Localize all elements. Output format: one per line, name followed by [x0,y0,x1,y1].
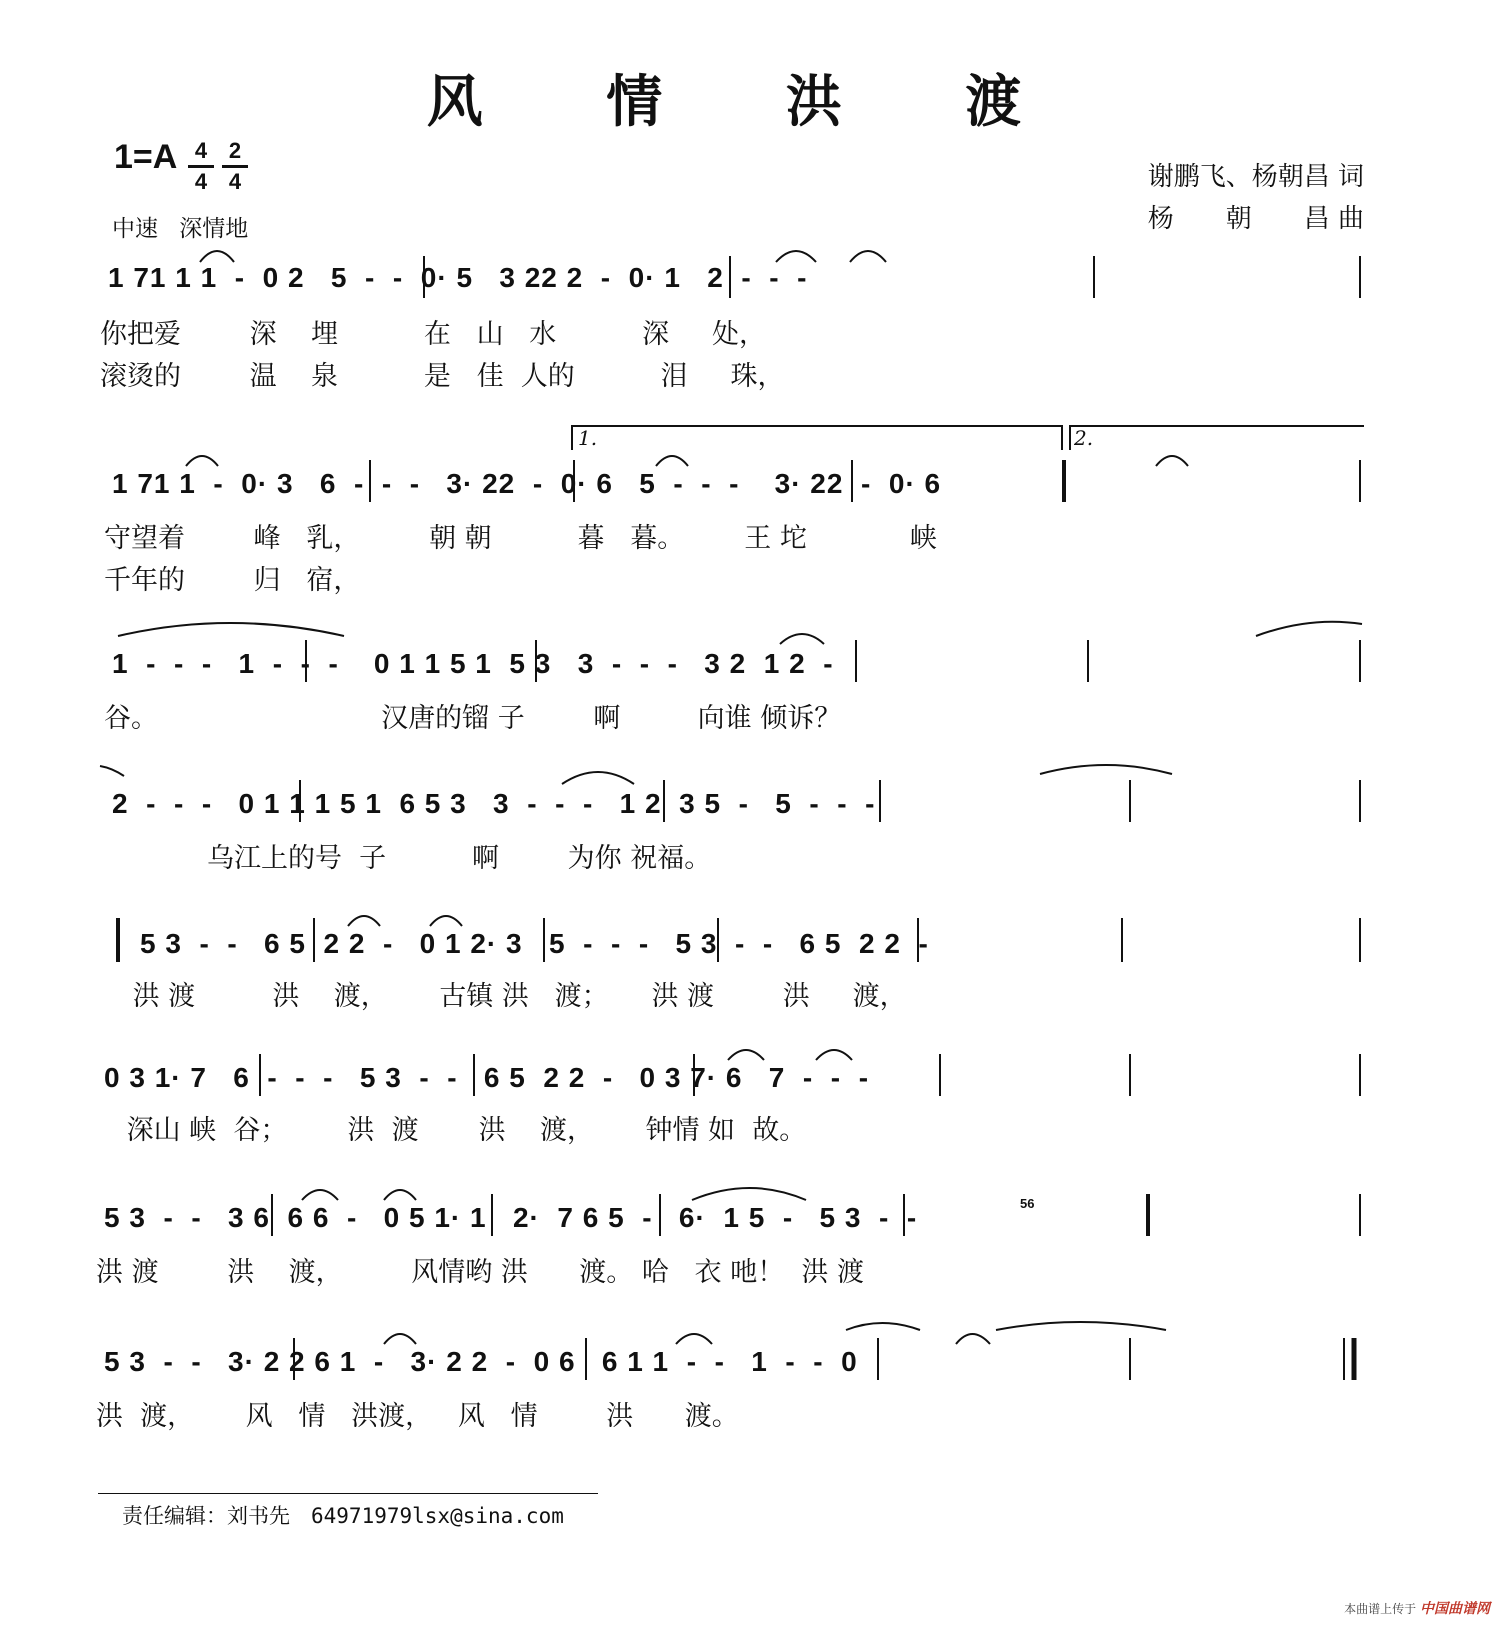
composer-credit: 杨 朝 昌 曲 [1147,204,1364,234]
volta-1-label: 1. [578,426,598,450]
lyric-line-3: 谷。 汉唐的镏 子 啊 向谁 倾诉？ [104,703,842,734]
site-brand: 中国曲谱网 [1420,1601,1490,1617]
key-signature: 1=A [114,138,178,176]
page-title: 风 情 洪 渡 [426,69,1074,135]
grace-note: 56 [1020,1196,1035,1211]
lyric-line-7: 洪 渡 洪 渡， 风情哟 洪 渡。 哈 衣 吔！ 洪 渡 [96,1257,864,1288]
lyric-line-1a: 你把爱 深 埋 在 山 水 深 处， [100,319,767,350]
notation-row-3: 1 - - - 1 - - - 0 1 1 5 1 5 3 3 - - - 3 2 1 2 - [112,648,834,679]
site-label: 本曲谱上传于 [1344,1602,1417,1616]
lyric-line-4: 乌江上的号 子 啊 为你 祝福。 [104,843,712,874]
tempo-marking: 中速 深情地 [112,216,249,242]
notation-row-5: 5 3 - - 6 5 2 2 - 0 1 2· 3 5 - - - 5 3 - - 6 5 2 2 - [140,928,929,959]
editor-credit: 责任编辑：刘书先 64971979lsx@sina.com [122,1504,564,1528]
footer-rule [98,1493,598,1494]
notation-row-7: 5 3 - - 3 6 6 6 - 0 5 1· 1 2· 7 6 5 - 6· 1 5 - 5 3 - - [104,1202,918,1233]
lyric-line-8: 洪 渡， 风 情 洪渡， 风 情 洪 渡。 [96,1401,739,1432]
time-sig-top: 4 [194,138,208,163]
time-sig-bottom: 4 [194,169,208,194]
lyric-line-1b: 滚烫的 温 泉 是 佳 人的 泪 珠， [100,361,785,392]
notation-row-4: 2 - - - 0 1 1 1 5 1 6 5 3 3 - - - 1 2 3 5 - 5 - - - [112,788,876,819]
time-sig-bottom: 4 [228,169,242,194]
notation-row-8: 5 3 - - 3· 2 2 6 1 - 3· 2 2 - 0 6 6 1 1 - - 1 - - 0 [104,1346,858,1377]
lyric-line-6: 深山 峡 谷； 洪 渡 洪 渡， 钟情 如 故。 [118,1115,807,1146]
lyric-line-2a: 守望着 峰 乳， 朝 朝 暮 暮。 王 坨 峡 [104,523,937,554]
time-sig-top: 2 [228,138,242,163]
lyric-line-5: 洪 渡 洪 渡， 古镇 洪 渡； 洪 渡 洪 渡， [124,981,907,1012]
notation-row-6: 0 3 1· 7 6 - - - 5 3 - - 6 5 2 2 - 0 3 7· 6 7 - - - [104,1062,870,1093]
volta-2-label: 2. [1074,426,1094,450]
notation-row-1: 1 71 1 1 - 0 2 5 - - 0· 5 3 22 2 - 0· 1 2 - - - [108,262,808,293]
lyric-line-2b: 千年的 归 宿， [104,565,361,596]
site-watermark [1344,1598,1490,1618]
lyricist-credit: 谢鹏飞、杨朝昌 词 [1147,162,1364,192]
notation-row-2: 1 71 1 - 0· 3 6 - - - 3· 22 - 0· 6 5 - - - 3· 22 - 0· 6 [112,468,942,499]
